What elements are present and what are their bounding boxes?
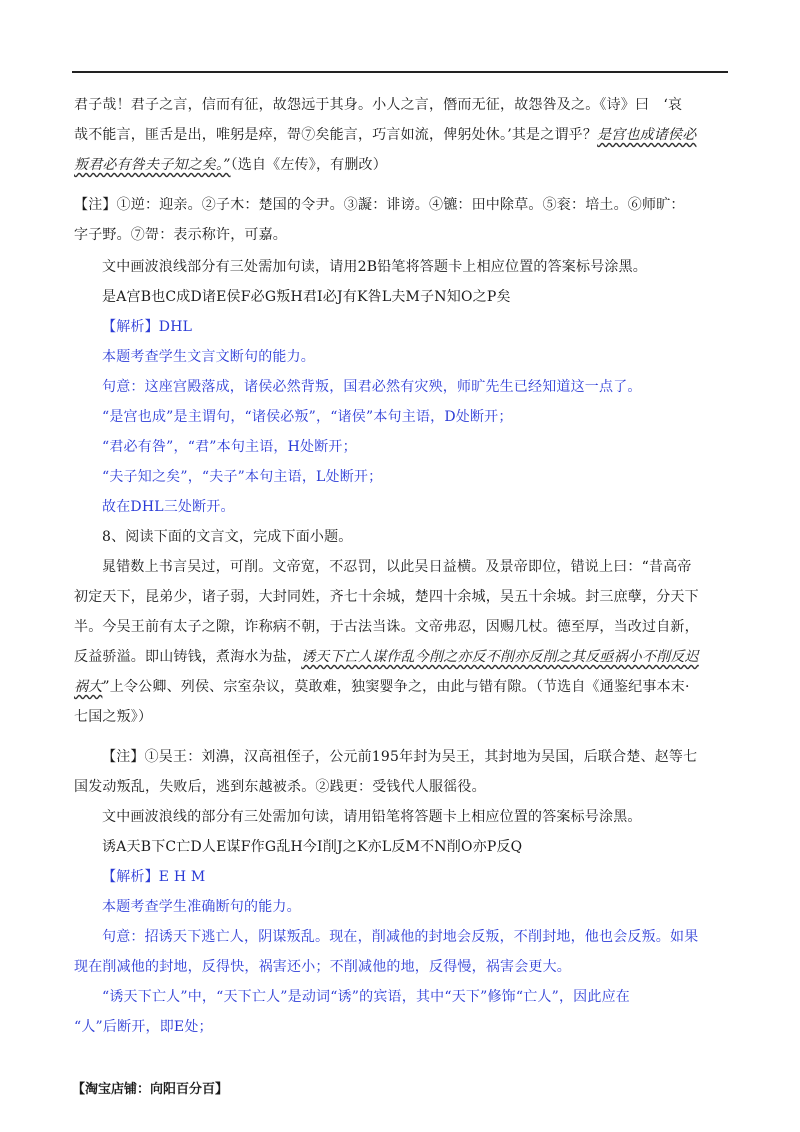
- analysis-b-line-3: 现在削减他的封地，反得快，祸害还小；不削减他的地，反得慢，祸害会更大。: [74, 959, 571, 975]
- q8-passage-line-5-tail: ”上令公卿、列侯、宗室杂议，莫敢难，独窦婴争之，由此与错有隙。（节选自《通鉴纪事本末·: [102, 679, 690, 695]
- analysis-a-line-6: 故在DHL三处断开。: [102, 499, 235, 515]
- analysis-b-line-1: 本题考查学生准确断句的能力。: [102, 899, 301, 915]
- note-a-line-2: 字子野。⑦哿：表示称许，可嘉。: [74, 227, 287, 243]
- passage-a-line-2-text: 哉不能言，匪舌是出，唯躬是瘁，哿⑦矣能言，巧言如流，俾躬处休。’其是之谓乎？: [74, 127, 598, 143]
- analysis-a-line-3: “是宫也成”是主谓句，“诸侯必叛”，“诸侯”本句主语，D处断开；: [102, 409, 513, 425]
- analysis-a-line-2: 句意：这座宫殿落成，诸侯必然背叛，国君必然有灾殃，师旷先生已经知道这一点了。: [102, 379, 642, 395]
- analysis-b-line-4: “诱天下亡人”中，“天下亡人”是动词“诱”的宾语，其中“天下”修饰“亡人”，因此应在: [102, 989, 630, 1005]
- question-8-title: 8、阅读下面的文言文，完成下面小题。: [102, 529, 353, 545]
- analysis-a-line-5: “夫子知之矣”，“夫子”本句主语，L处断开；: [102, 469, 383, 485]
- question-a-options: 是A宫B也C成D诸E侯F必G叛H君I必J有K咎L夫M子N知O之P矣: [102, 289, 511, 305]
- analysis-a-line-1: 本题考查学生文言文断句的能力。: [102, 349, 315, 365]
- analysis-b-line-2: 句意：招诱天下逃亡人，阴谋叛乱。现在，削减他的封地会反叛，不削封地，他也会反叛。如果: [102, 929, 699, 945]
- passage-a-line-3: [74, 156, 730, 174]
- header-rule: [72, 71, 728, 73]
- q8-passage-line-5: [74, 678, 730, 696]
- q8-passage-line-6: 七国之叛》）: [74, 709, 153, 725]
- footer-shop-label: 【淘宝店铺：向阳百分百】: [72, 1082, 229, 1097]
- q8-wavy-2: 祸大: [74, 679, 103, 695]
- passage-a-wavy-2: 叛君必有咎夫子知之矣。”: [74, 157, 231, 173]
- q8-passage-line-4: [74, 648, 730, 666]
- q8-wavy-1: 诱天下亡人谋作乱今削之亦反不削亦反削之其反亟祸小不削反迟: [301, 649, 699, 665]
- analysis-a-line-4: “君必有咎”，“君”本句主语，H处断开；: [102, 439, 357, 455]
- passage-a-line-2: [74, 126, 730, 144]
- passage-a-wavy-1: 是宫也成诸侯必: [597, 127, 697, 143]
- analysis-b-line-5: “人”后断开，即E处；: [74, 1019, 213, 1035]
- note-b-line-2: 国发动叛乱，失败后，逃到东越被杀。②践更：受钱代人服徭役。: [74, 779, 486, 795]
- q8-passage-line-4-head: 反益骄溢。即山铸钱，煮海水为盐，: [74, 649, 302, 665]
- q8-passage-line-3: 半。今吴王前有太子之隙，诈称病不朝，于古法当诛。文帝弗忍，因赐几杖。德至厚，当改过自新，: [74, 619, 699, 635]
- question-b-options: 诱A天B下C亡D人E谋F作G乱H今I削J之K亦L反M不N削O亦P反Q: [102, 839, 523, 855]
- q8-passage-line-1: 晁错数上书言吴过，可削。文帝宽，不忍罚，以此吴日益横。及景帝即位，错说上曰：“昔高帝: [102, 559, 692, 575]
- passage-a-line-1: 君子哉！君子之言，信而有征，故怨远于其身。小人之言，僭而无征，故怨咎及之。《诗》曰 ‘哀: [74, 97, 683, 113]
- question-a-instruction: 文中画波浪线部分有三处需加句读，请用2B铅笔将答题卡上相应位置的答案标号涂黑。: [102, 259, 647, 275]
- q8-passage-line-2: 初定天下，昆弟少，诸子弱，大封同姓，齐七十余城，楚四十余城，吴五十余城。封三庶孽，分天下: [74, 589, 699, 605]
- analysis-a-heading: 【解析】DHL: [102, 319, 193, 335]
- analysis-b-heading: 【解析】E H M: [102, 869, 206, 885]
- note-b-line-1: 【注】①吴王：刘濞，汉高祖侄子，公元前195年封为吴王，其封地为吴国，后联合楚、赵等七: [102, 749, 698, 765]
- note-a-line-1: 【注】①逆：迎亲。②子木：楚国的令尹。③譺：诽谤。④镳：田中除草。⑤衮：培土。⑥师旷：: [74, 197, 685, 213]
- question-b-instruction: 文中画波浪线的部分有三处需加句读，请用铅笔将答题卡上相应位置的答案标号涂黑。: [102, 809, 642, 825]
- passage-a-source: （选自《左传》，有删改）: [230, 157, 387, 173]
